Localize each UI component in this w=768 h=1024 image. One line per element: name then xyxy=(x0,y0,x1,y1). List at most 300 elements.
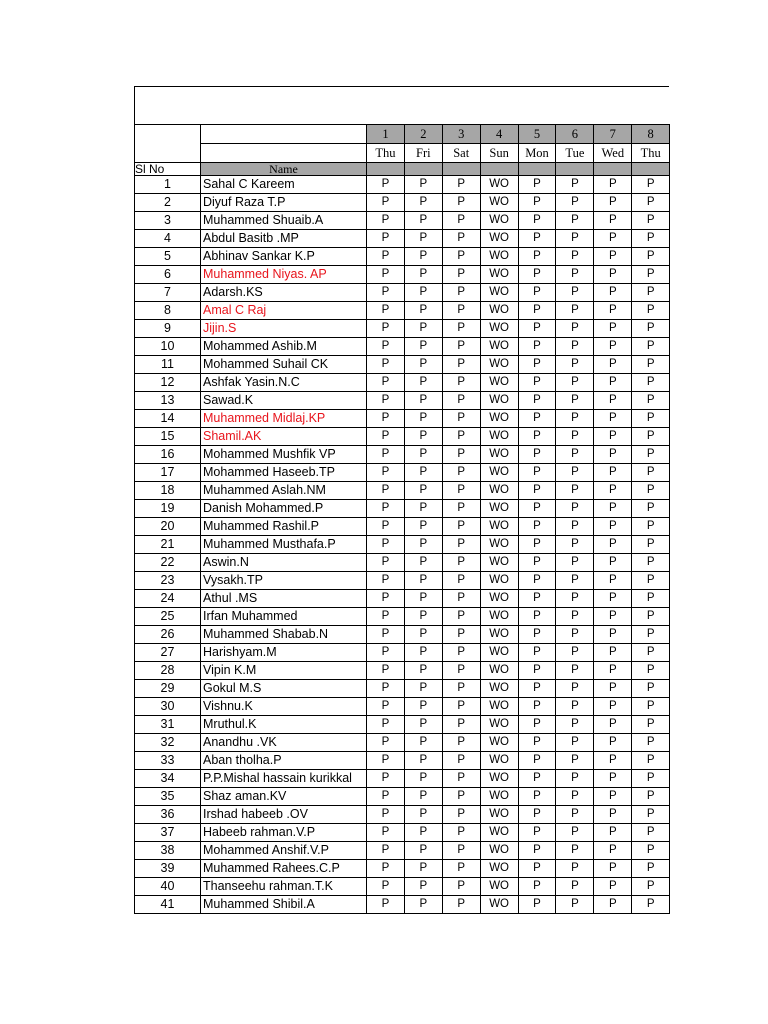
attendance-table xyxy=(134,124,670,914)
attendance-cell: WO xyxy=(480,734,518,752)
attendance-cell: P xyxy=(556,554,594,572)
attendance-cell: P xyxy=(442,284,480,302)
attendance-cell: P xyxy=(556,410,594,428)
attendance-cell: P xyxy=(442,806,480,824)
name-cell: Mohammed Ashib.M xyxy=(201,338,367,356)
attendance-cell: WO xyxy=(480,356,518,374)
sl-no-cell: 14 xyxy=(135,410,201,428)
sl-no-cell: 23 xyxy=(135,572,201,590)
attendance-cell: P xyxy=(594,248,632,266)
attendance-cell: P xyxy=(367,878,405,896)
attendance-cell: P xyxy=(367,428,405,446)
attendance-cell: P xyxy=(556,824,594,842)
header-fill-cell xyxy=(518,163,556,176)
attendance-cell: WO xyxy=(480,716,518,734)
name-cell: Amal C Raj xyxy=(201,302,367,320)
attendance-cell: WO xyxy=(480,518,518,536)
attendance-cell: P xyxy=(556,266,594,284)
attendance-cell: P xyxy=(594,356,632,374)
attendance-cell: WO xyxy=(480,428,518,446)
table-row xyxy=(135,446,670,464)
name-cell: Abhinav Sankar K.P xyxy=(201,248,367,266)
attendance-cell: P xyxy=(518,896,556,914)
attendance-cell: P xyxy=(442,860,480,878)
attendance-cell: P xyxy=(632,230,670,248)
attendance-cell: P xyxy=(556,680,594,698)
attendance-cell: P xyxy=(632,860,670,878)
sl-no-cell: 40 xyxy=(135,878,201,896)
attendance-cell: P xyxy=(556,194,594,212)
attendance-cell: P xyxy=(518,230,556,248)
column-header-row xyxy=(135,163,670,176)
attendance-cell: P xyxy=(367,374,405,392)
header-fill-cell xyxy=(404,163,442,176)
attendance-cell: WO xyxy=(480,662,518,680)
attendance-cell: WO xyxy=(480,464,518,482)
attendance-cell: P xyxy=(594,500,632,518)
attendance-cell: P xyxy=(442,878,480,896)
attendance-cell: WO xyxy=(480,860,518,878)
sl-no-cell: 13 xyxy=(135,392,201,410)
attendance-cell: WO xyxy=(480,410,518,428)
attendance-cell: WO xyxy=(480,212,518,230)
attendance-cell: P xyxy=(367,842,405,860)
attendance-cell: P xyxy=(556,734,594,752)
attendance-cell: P xyxy=(442,338,480,356)
attendance-cell: P xyxy=(367,716,405,734)
table-row xyxy=(135,518,670,536)
attendance-cell: P xyxy=(404,356,442,374)
attendance-cell: P xyxy=(404,644,442,662)
attendance-cell: P xyxy=(367,698,405,716)
attendance-cell: P xyxy=(404,500,442,518)
attendance-cell: P xyxy=(594,194,632,212)
attendance-cell: P xyxy=(442,230,480,248)
attendance-cell: P xyxy=(404,608,442,626)
attendance-cell: P xyxy=(404,842,442,860)
name-cell: Muhammed Midlaj.KP xyxy=(201,410,367,428)
attendance-cell: P xyxy=(594,896,632,914)
attendance-cell: P xyxy=(632,518,670,536)
attendance-cell: P xyxy=(632,554,670,572)
attendance-cell: P xyxy=(442,266,480,284)
attendance-cell: P xyxy=(594,842,632,860)
attendance-cell: P xyxy=(594,320,632,338)
table-row xyxy=(135,842,670,860)
table-row xyxy=(135,536,670,554)
name-cell: Sahal C Kareem xyxy=(201,176,367,194)
day-name: Thu xyxy=(367,144,405,163)
attendance-cell: WO xyxy=(480,446,518,464)
attendance-cell: WO xyxy=(480,590,518,608)
attendance-cell: P xyxy=(518,518,556,536)
name-cell: Mohammed Mushfik VP xyxy=(201,446,367,464)
attendance-cell: P xyxy=(556,896,594,914)
table-row xyxy=(135,806,670,824)
table-row xyxy=(135,716,670,734)
attendance-cell: P xyxy=(442,392,480,410)
sl-no-cell: 28 xyxy=(135,662,201,680)
attendance-cell: P xyxy=(442,320,480,338)
attendance-cell: WO xyxy=(480,194,518,212)
attendance-cell: P xyxy=(632,842,670,860)
attendance-cell: P xyxy=(442,842,480,860)
blank-cell xyxy=(135,125,201,144)
attendance-cell: P xyxy=(594,626,632,644)
attendance-cell: P xyxy=(594,608,632,626)
attendance-cell: P xyxy=(556,536,594,554)
attendance-cell: P xyxy=(518,878,556,896)
attendance-cell: P xyxy=(594,788,632,806)
attendance-cell: P xyxy=(404,734,442,752)
name-cell: Irfan Muhammed xyxy=(201,608,367,626)
attendance-cell: P xyxy=(632,302,670,320)
name-cell: Mohammed Haseeb.TP xyxy=(201,464,367,482)
attendance-cell: P xyxy=(632,248,670,266)
attendance-cell: P xyxy=(367,680,405,698)
table-row xyxy=(135,698,670,716)
attendance-cell: P xyxy=(442,572,480,590)
name-cell: Vipin K.M xyxy=(201,662,367,680)
sl-no-cell: 33 xyxy=(135,752,201,770)
attendance-cell: WO xyxy=(480,536,518,554)
attendance-cell: P xyxy=(442,176,480,194)
header-fill-cell xyxy=(632,163,670,176)
table-row xyxy=(135,392,670,410)
attendance-cell: WO xyxy=(480,824,518,842)
attendance-cell: P xyxy=(404,338,442,356)
table-row xyxy=(135,176,670,194)
blank-cell xyxy=(201,144,367,163)
attendance-cell: P xyxy=(367,338,405,356)
attendance-cell: P xyxy=(556,572,594,590)
attendance-cell: P xyxy=(556,644,594,662)
attendance-cell: P xyxy=(518,320,556,338)
name-cell: Ashfak Yasin.N.C xyxy=(201,374,367,392)
attendance-cell: P xyxy=(518,662,556,680)
attendance-cell: P xyxy=(442,302,480,320)
sl-no-cell: 35 xyxy=(135,788,201,806)
attendance-cell: WO xyxy=(480,896,518,914)
attendance-cell: P xyxy=(556,518,594,536)
day-number: 8 xyxy=(632,125,670,144)
name-cell: Harishyam.M xyxy=(201,644,367,662)
attendance-cell: P xyxy=(404,536,442,554)
attendance-cell: P xyxy=(518,374,556,392)
table-row xyxy=(135,302,670,320)
attendance-cell: P xyxy=(367,896,405,914)
attendance-cell: P xyxy=(632,662,670,680)
attendance-cell: WO xyxy=(480,788,518,806)
sl-no-cell: 6 xyxy=(135,266,201,284)
table-row xyxy=(135,662,670,680)
attendance-cell: P xyxy=(367,446,405,464)
attendance-cell: P xyxy=(632,500,670,518)
attendance-cell: P xyxy=(632,644,670,662)
attendance-cell: P xyxy=(404,806,442,824)
table-row xyxy=(135,338,670,356)
name-cell: Mohammed Anshif.V.P xyxy=(201,842,367,860)
attendance-cell: P xyxy=(367,266,405,284)
attendance-cell: P xyxy=(367,860,405,878)
name-header: Name xyxy=(201,163,367,176)
attendance-cell: P xyxy=(518,770,556,788)
sl-no-cell: 5 xyxy=(135,248,201,266)
table-row xyxy=(135,734,670,752)
attendance-cell: P xyxy=(367,662,405,680)
attendance-cell: P xyxy=(594,734,632,752)
sl-no-cell: 16 xyxy=(135,446,201,464)
attendance-cell: P xyxy=(518,536,556,554)
name-cell: Muhammed Aslah.NM xyxy=(201,482,367,500)
day-number: 6 xyxy=(556,125,594,144)
attendance-cell: WO xyxy=(480,302,518,320)
attendance-cell: WO xyxy=(480,878,518,896)
table-row xyxy=(135,194,670,212)
name-cell: Habeeb rahman.V.P xyxy=(201,824,367,842)
attendance-cell: P xyxy=(556,716,594,734)
name-cell: Shaz aman.KV xyxy=(201,788,367,806)
attendance-cell: P xyxy=(404,554,442,572)
attendance-cell: P xyxy=(367,788,405,806)
sl-no-cell: 2 xyxy=(135,194,201,212)
attendance-cell: P xyxy=(556,284,594,302)
sl-no-cell: 3 xyxy=(135,212,201,230)
table-row xyxy=(135,752,670,770)
name-cell: Abdul Basitb .MP xyxy=(201,230,367,248)
attendance-cell: P xyxy=(367,770,405,788)
attendance-cell: P xyxy=(632,806,670,824)
name-cell: Shamil.AK xyxy=(201,428,367,446)
attendance-cell: P xyxy=(367,392,405,410)
attendance-cell: P xyxy=(518,428,556,446)
attendance-cell: WO xyxy=(480,338,518,356)
header-fill-cell xyxy=(367,163,405,176)
sl-no-cell: 34 xyxy=(135,770,201,788)
day-number: 1 xyxy=(367,125,405,144)
name-cell: Mruthul.K xyxy=(201,716,367,734)
attendance-cell: P xyxy=(594,716,632,734)
name-cell: Muhammed Shuaib.A xyxy=(201,212,367,230)
attendance-cell: P xyxy=(518,176,556,194)
attendance-cell: P xyxy=(594,410,632,428)
attendance-cell: P xyxy=(367,752,405,770)
sl-no-cell: 22 xyxy=(135,554,201,572)
table-row xyxy=(135,482,670,500)
attendance-cell: P xyxy=(367,230,405,248)
attendance-cell: P xyxy=(556,176,594,194)
attendance-cell: P xyxy=(556,860,594,878)
attendance-cell: P xyxy=(367,464,405,482)
attendance-cell: P xyxy=(594,590,632,608)
attendance-cell: P xyxy=(632,428,670,446)
attendance-cell: P xyxy=(367,212,405,230)
attendance-cell: P xyxy=(632,698,670,716)
attendance-cell: P xyxy=(594,302,632,320)
sheet-title-area xyxy=(134,86,669,124)
attendance-cell: P xyxy=(556,446,594,464)
attendance-cell: P xyxy=(632,482,670,500)
attendance-cell: P xyxy=(632,896,670,914)
attendance-cell: P xyxy=(556,482,594,500)
attendance-cell: P xyxy=(632,464,670,482)
attendance-cell: P xyxy=(404,716,442,734)
attendance-cell: P xyxy=(442,554,480,572)
attendance-cell: P xyxy=(367,284,405,302)
attendance-cell: P xyxy=(442,500,480,518)
attendance-cell: P xyxy=(404,284,442,302)
attendance-cell: P xyxy=(632,734,670,752)
attendance-cell: P xyxy=(556,806,594,824)
attendance-cell: P xyxy=(556,374,594,392)
day-number: 7 xyxy=(594,125,632,144)
attendance-cell: P xyxy=(442,536,480,554)
attendance-cell: P xyxy=(367,500,405,518)
attendance-cell: P xyxy=(594,770,632,788)
name-cell: Thanseehu rahman.T.K xyxy=(201,878,367,896)
day-name: Sat xyxy=(442,144,480,163)
sl-no-cell: 20 xyxy=(135,518,201,536)
name-cell: Irshad habeeb .OV xyxy=(201,806,367,824)
attendance-cell: P xyxy=(367,536,405,554)
attendance-cell: P xyxy=(632,194,670,212)
attendance-cell: P xyxy=(518,356,556,374)
attendance-cell: P xyxy=(404,482,442,500)
attendance-cell: P xyxy=(442,716,480,734)
sl-no-cell: 7 xyxy=(135,284,201,302)
attendance-cell: P xyxy=(632,176,670,194)
attendance-cell: P xyxy=(556,500,594,518)
attendance-cell: P xyxy=(594,464,632,482)
attendance-cell: P xyxy=(442,896,480,914)
sl-no-cell: 37 xyxy=(135,824,201,842)
name-cell: Muhammed Rashil.P xyxy=(201,518,367,536)
day-number: 2 xyxy=(404,125,442,144)
attendance-cell: P xyxy=(518,446,556,464)
attendance-cell: WO xyxy=(480,572,518,590)
attendance-cell: P xyxy=(442,698,480,716)
attendance-cell: P xyxy=(367,482,405,500)
attendance-cell: P xyxy=(442,446,480,464)
attendance-cell: P xyxy=(367,572,405,590)
attendance-cell: P xyxy=(556,842,594,860)
attendance-cell: WO xyxy=(480,554,518,572)
day-number: 5 xyxy=(518,125,556,144)
name-cell: Muhammed Musthafa.P xyxy=(201,536,367,554)
attendance-cell: P xyxy=(442,824,480,842)
attendance-cell: P xyxy=(442,248,480,266)
attendance-cell: P xyxy=(594,446,632,464)
sl-no-cell: 27 xyxy=(135,644,201,662)
attendance-cell: P xyxy=(404,590,442,608)
attendance-cell: P xyxy=(632,338,670,356)
attendance-cell: P xyxy=(404,374,442,392)
attendance-cell: P xyxy=(594,860,632,878)
table-row xyxy=(135,680,670,698)
attendance-cell: P xyxy=(518,194,556,212)
table-row xyxy=(135,248,670,266)
attendance-cell: P xyxy=(518,644,556,662)
attendance-cell: P xyxy=(518,284,556,302)
sl-no-cell: 25 xyxy=(135,608,201,626)
sl-no-cell: 39 xyxy=(135,860,201,878)
sl-no-cell: 15 xyxy=(135,428,201,446)
attendance-cell: P xyxy=(632,680,670,698)
name-cell: Muhammed Shibil.A xyxy=(201,896,367,914)
attendance-cell: P xyxy=(518,626,556,644)
attendance-cell: P xyxy=(404,410,442,428)
attendance-cell: P xyxy=(518,590,556,608)
sl-no-cell: 10 xyxy=(135,338,201,356)
attendance-cell: P xyxy=(442,770,480,788)
day-name: Sun xyxy=(480,144,518,163)
header-fill-cell xyxy=(480,163,518,176)
attendance-cell: P xyxy=(632,212,670,230)
blank-cell xyxy=(135,144,201,163)
sl-no-cell: 31 xyxy=(135,716,201,734)
attendance-cell: P xyxy=(442,482,480,500)
attendance-cell: P xyxy=(367,608,405,626)
name-cell: Sawad.K xyxy=(201,392,367,410)
name-cell: Danish Mohammed.P xyxy=(201,500,367,518)
attendance-cell: P xyxy=(594,266,632,284)
attendance-cell: P xyxy=(518,500,556,518)
attendance-cell: P xyxy=(518,788,556,806)
header-fill-cell xyxy=(594,163,632,176)
attendance-cell: P xyxy=(518,554,556,572)
day-name: Wed xyxy=(594,144,632,163)
attendance-cell: WO xyxy=(480,230,518,248)
attendance-cell: P xyxy=(594,212,632,230)
attendance-cell: P xyxy=(632,446,670,464)
table-row xyxy=(135,212,670,230)
day-name: Tue xyxy=(556,144,594,163)
attendance-cell: P xyxy=(367,302,405,320)
table-row xyxy=(135,824,670,842)
attendance-cell: P xyxy=(404,752,442,770)
table-row xyxy=(135,284,670,302)
attendance-cell: P xyxy=(518,860,556,878)
attendance-cell: P xyxy=(442,680,480,698)
attendance-cell: P xyxy=(442,212,480,230)
sl-no-cell: 24 xyxy=(135,590,201,608)
attendance-cell: P xyxy=(404,662,442,680)
table-row xyxy=(135,320,670,338)
sl-no-cell: 32 xyxy=(135,734,201,752)
attendance-cell: P xyxy=(404,230,442,248)
attendance-cell: P xyxy=(518,266,556,284)
attendance-cell: P xyxy=(594,518,632,536)
sl-no-cell: 1 xyxy=(135,176,201,194)
table-row xyxy=(135,878,670,896)
attendance-cell: P xyxy=(404,788,442,806)
attendance-cell: P xyxy=(594,230,632,248)
day-number-row xyxy=(135,125,670,144)
attendance-cell: P xyxy=(367,554,405,572)
attendance-cell: P xyxy=(632,356,670,374)
attendance-cell: P xyxy=(556,608,594,626)
attendance-cell: WO xyxy=(480,284,518,302)
attendance-cell: P xyxy=(632,716,670,734)
header-fill-cell xyxy=(442,163,480,176)
attendance-cell: WO xyxy=(480,608,518,626)
attendance-cell: P xyxy=(556,590,594,608)
attendance-cell: P xyxy=(404,266,442,284)
attendance-cell: P xyxy=(404,698,442,716)
attendance-cell: P xyxy=(632,320,670,338)
sl-no-cell: 26 xyxy=(135,626,201,644)
attendance-cell: P xyxy=(404,248,442,266)
